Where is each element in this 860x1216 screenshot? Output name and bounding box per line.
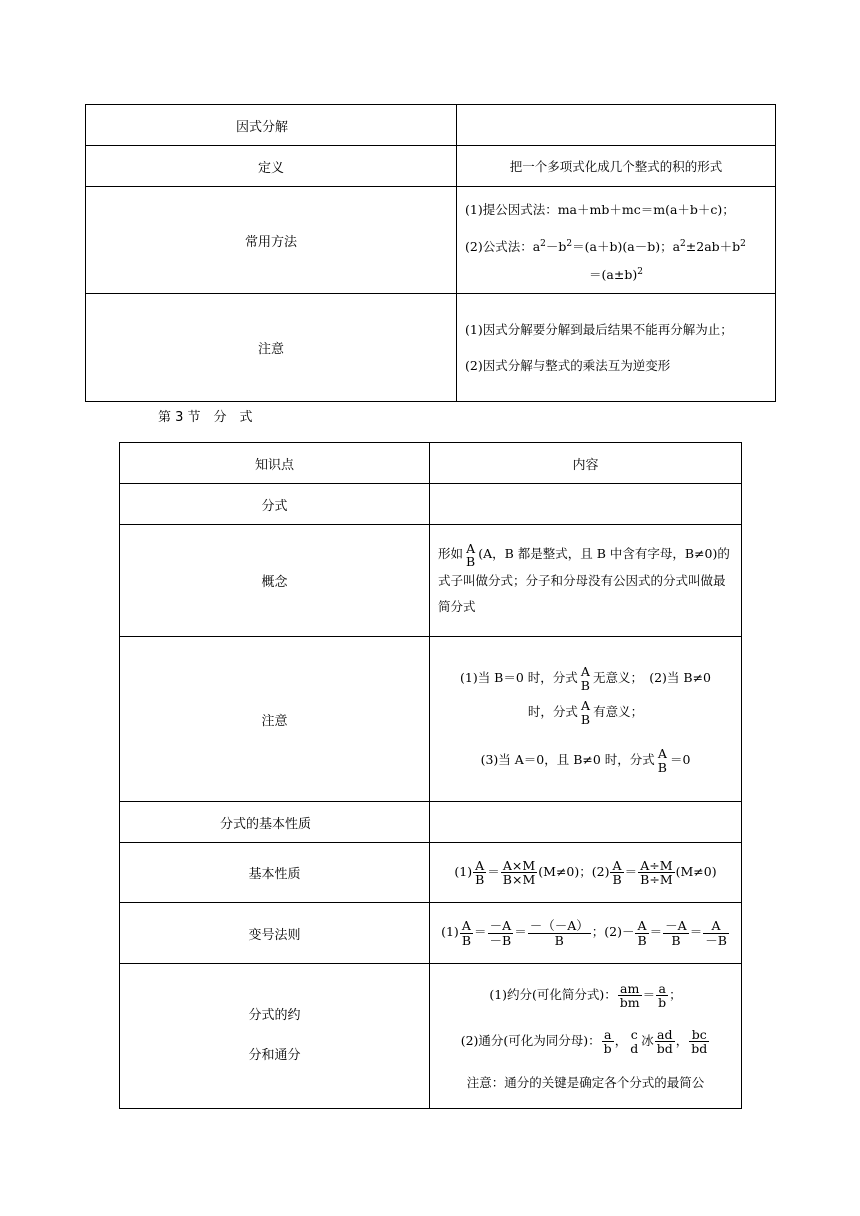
sign-rule-content: (1) $\frac{A}{B}$ ＝ $\frac{-A}{-B}$ ＝ $\frac{-(-A)}{B}$ ；(2)－ $\frac{A}{B}$ ＝ $\frac{-A}{B}$ ＝ $\frac{A}{-B}$ — [430, 903, 742, 964]
method-2-cont: $=(a\pm b)^2$ — [589, 267, 643, 283]
note-line-2: 时，分式 A B 有意义； — [527, 698, 644, 727]
fraction-a-over-b: A B — [466, 540, 476, 569]
table-row — [120, 843, 742, 903]
empty-cell — [430, 484, 742, 525]
fraction-section-label: 分式 — [120, 484, 430, 525]
empty-cell — [430, 802, 742, 843]
method-1: (1)提公因式法：ma＋mb＋mc＝m(a＋b＋c)； — [465, 201, 735, 217]
table-row — [120, 525, 742, 637]
reduce-line-2: (2)通分(可化为同分母)： $\frac{a}{b}$ ， c d 冰 $\frac{ad}{bd}$ ， $\frac{bc}{bd}$ — [460, 1026, 708, 1056]
col-header-knowledge: 知识点 — [120, 443, 430, 484]
method-2: (2)公式法：$a^2-b^2=(a+b)(a-b)$；$a^2\pm 2ab+b^2$ — [465, 238, 746, 254]
table-row — [120, 637, 742, 802]
table-row — [120, 443, 742, 484]
note-line-3: (3)当 A＝0，且 B≠0 时，分式 A B ＝0 — [480, 746, 691, 775]
table-row — [86, 187, 776, 294]
property-section-label: 分式的基本性质 — [120, 802, 430, 843]
reduce-line-1: (1)约分(可化简分式)： $\frac{am}{bm}$ ＝ $\frac{a}{b}$ ； — [489, 980, 682, 1010]
table-row — [86, 146, 776, 187]
table-row — [86, 105, 776, 146]
methods-content — [457, 187, 776, 294]
note-line-1: (1)当 B＝0 时，分式 A B 无意义； (2)当 B≠0 — [459, 664, 712, 693]
concept-label: 概念 — [120, 525, 430, 637]
note-1: (1)因式分解要分解到最后结果不能再分解为止； — [465, 321, 733, 337]
reduce-common-content — [430, 964, 742, 1109]
note-label: 注意 — [86, 294, 457, 402]
note-content — [457, 294, 776, 402]
table-row — [120, 964, 742, 1109]
reduce-note: 注意：通分的关键是确定各个分式的最简公 — [466, 1075, 705, 1090]
basic-property-label: 基本性质 — [120, 843, 430, 903]
col-header-content: 内容 — [430, 443, 742, 484]
factorization-table — [85, 104, 776, 402]
note-2: (2)因式分解与整式的乘法互为逆变形 — [465, 357, 671, 373]
section-title: 第 3 节 分 式 — [158, 410, 253, 425]
reduce-common-label: 分式的约 分和通分 — [120, 964, 430, 1109]
fraction-note-content — [430, 637, 742, 802]
methods-label: 常用方法 — [86, 187, 457, 294]
table-row — [86, 294, 776, 402]
definition-content: 把一个多项式化成几个整式的积的形式 — [457, 146, 776, 187]
table-row — [120, 903, 742, 964]
factorization-header: 因式分解 — [86, 105, 457, 146]
empty-cell — [457, 105, 776, 146]
table-row — [120, 802, 742, 843]
concept-content: 形如 A B (A，B 都是整式，且 B 中含有字母，B≠0)的式子叫做分式；分子和分母没有公因式的分式叫做最简分式 — [430, 525, 742, 637]
definition-label: 定义 — [86, 146, 457, 187]
sign-rule-label: 变号法则 — [120, 903, 430, 964]
table-row — [120, 484, 742, 525]
basic-property-content: (1) $\frac{A}{B}$ ＝ $\frac{A\times M}{B\times M}$ (M≠0)；(2) $\frac{A}{B}$ ＝ $\frac{A\div M}{B\div M}$ (M≠0) — [430, 843, 742, 903]
fraction-note-label: 注意 — [120, 637, 430, 802]
fraction-table — [119, 442, 742, 1109]
